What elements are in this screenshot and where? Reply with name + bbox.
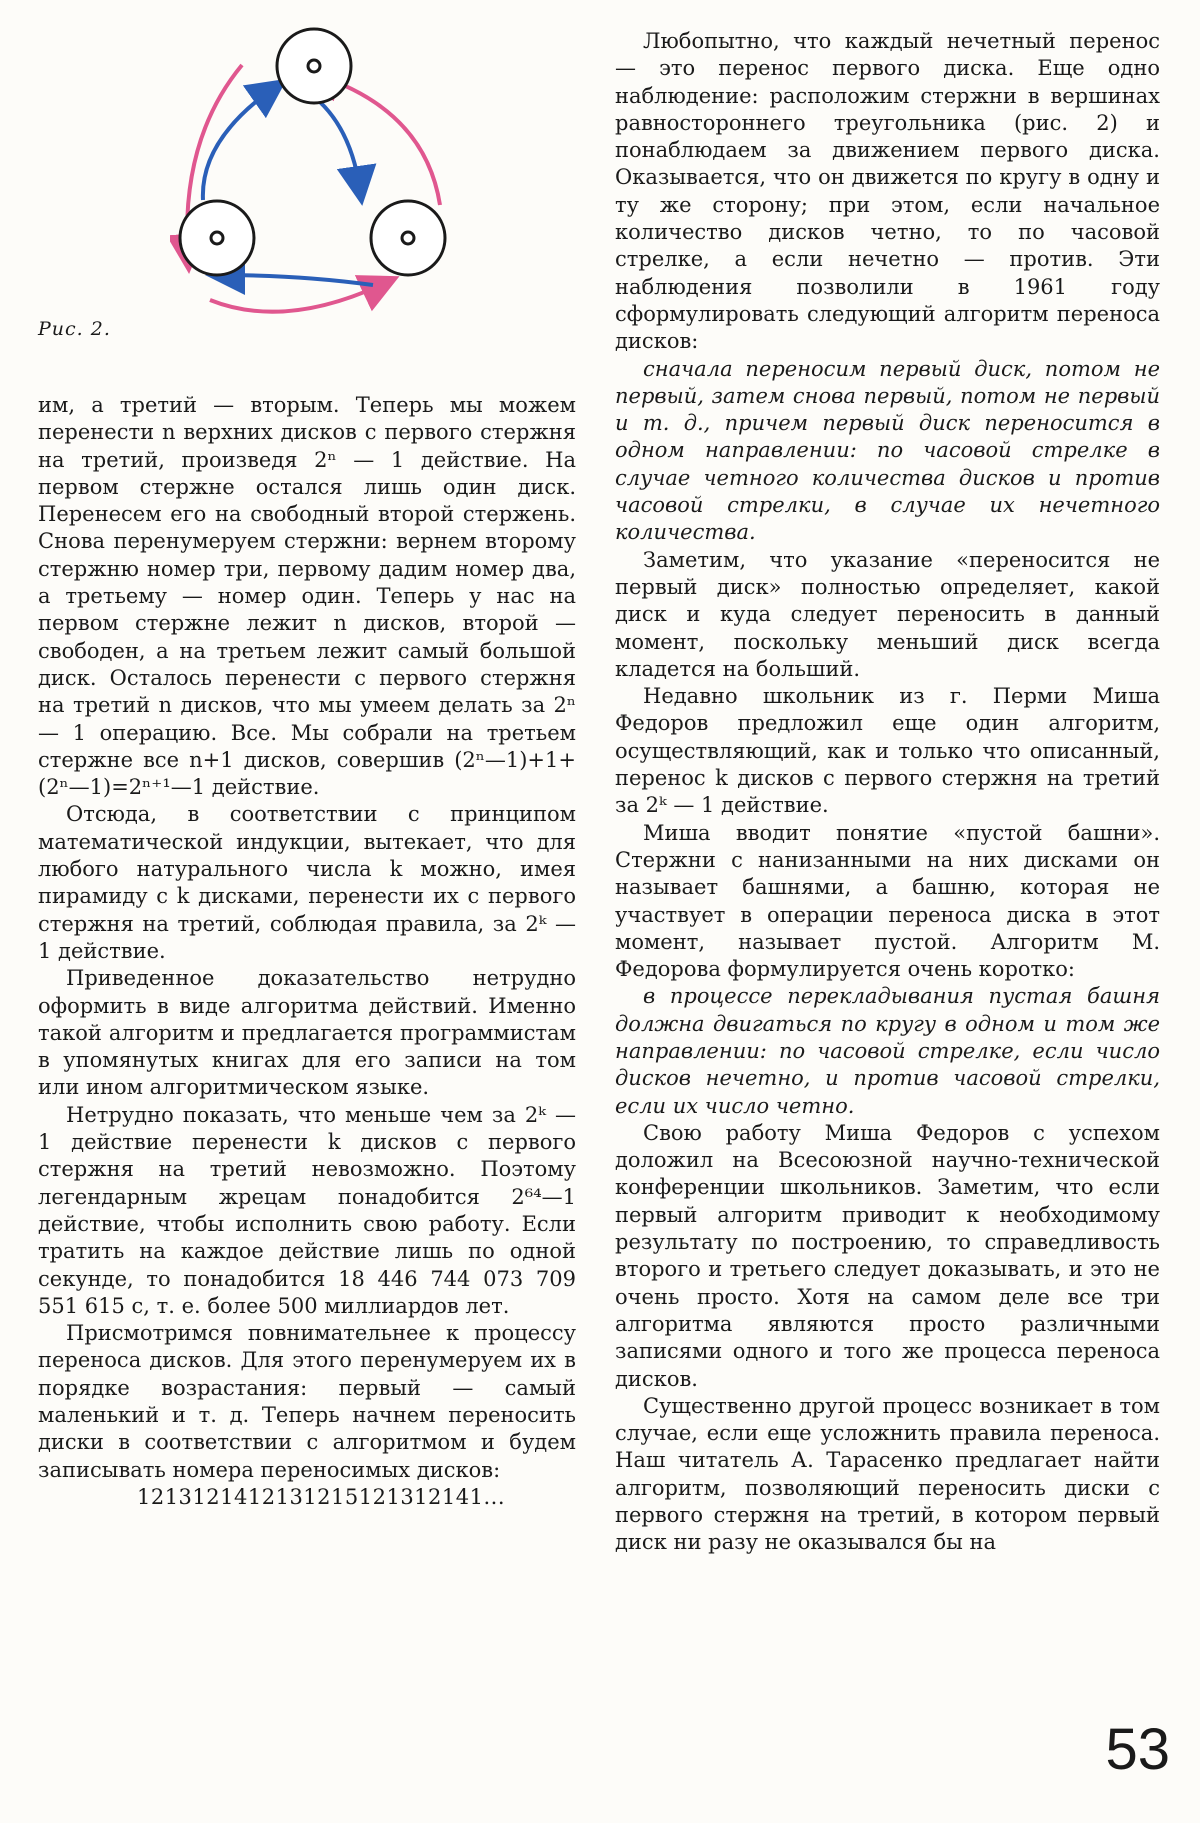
figure-rods-triangle [170, 20, 460, 320]
paragraph: Отсюда, в соответствии с принципом математической индукции, вытекает, что для любого натурального числа k можно, имея пирамиду с k дисками, перенести их с первого стержня на третий, соблюдая правила, за 2ᵏ — 1 действие. [38, 802, 576, 963]
paragraph: Любопытно, что каждый нечетный перенос — это перенос первого диска. Еще одно наблюдение: расположим стержни в вершинах равностороннего треугольника (рис. 2) и понаблюдаем за движением первого диска. Оказывается, что он движется по кругу в одну и ту же сторону; при этом, если начальное количество дисков четно, то по часовой стрелке, а если нечетно — против. Эти наблюдения позволили в 1961 году сформулировать следующий алгоритм переноса дисков: [615, 29, 1160, 354]
algorithm-statement: в процессе перекладывания пустая башня должна двигаться по кругу в одном и том же направлении: по часовой стрелке, если число дисков нечетно, и против часовой стрелки, если их число четно. [615, 984, 1160, 1118]
algorithm-statement: сначала переносим первый диск, потом не первый, затем снова первый, потом не первый и т. д., причем первый диск переносится в одном направлении: по часовой стрелке в случае четного количества дисков и против часовой стрелки, в случае их нечетного количества. [615, 356, 1160, 545]
disc-bottom-right [371, 201, 445, 275]
paragraph: Нетрудно показать, что меньше чем за 2ᵏ — 1 действие перенести k дисков с первого стержня на третий невозможно. Поэтому легендарным жрецам понадобится 2⁶⁴—1 действие, чтобы исполнить свою работу. Если тратить на каждое действие лишь по одной секунде, то понадобится 18 446 744 073 709 551 615 с, т. е. более 500 миллиардов лет. [38, 1102, 576, 1318]
disc-bottom-left [180, 201, 254, 275]
paragraph: Недавно школьник из г. Перми Миша Федоров предложил еще один алгоритм, осуществляющий, как и только что описанный, перенос k дисков с первого стержня на третий за 2ᵏ — 1 действие. [615, 684, 1160, 818]
paragraph: Присмотримся повнимательнее к процессу переноса дисков. Для этого перенумеруем их в порядке возрастания: первый — самый маленький и т. д. Теперь начнем переносить диски в соответствии с алгоритмом и будем записывать номера переносимых дисков: [38, 1321, 576, 1482]
right-column [615, 28, 1160, 1557]
paragraph: Свою работу Миша Федоров с успехом доложил на Всесоюзной научно-технической конференции школьников. Заметим, что если первый алгоритм приводит к необходимому результату по построению, то справедливость второго и третьего следует доказывать, и это не очень просто. Хотя на самом деле все три алгоритма являются просто различными записями одного и того же процесса переноса дисков. [615, 1120, 1160, 1391]
paragraph: им, а третий — вторым. Теперь мы можем перенести n верхних дисков с первого стержня на третий, произведя 2ⁿ — 1 действие. На первом стержне остался лишь один диск. Перенесем его на свободный второй стержень. Снова перенумеруем стержни: вернем второму стержню номер три, первому дадим номер два, а третьему — номер один. Теперь у нас на первом стержне лежит n дисков, второй — свободен, а на третьем лежит самый большой диск. Осталось перенести с первого стержня на третий n дисков, что мы умеем делать за 2ⁿ — 1 операцию. Все. Мы собрали на третьем стержне все n+1 дисков, совершив (2ⁿ—1)+1+(2ⁿ—1)=2ⁿ⁺¹—1 действие. [38, 393, 576, 800]
inner-arrow-bottom [221, 275, 373, 285]
left-column [38, 392, 576, 1511]
paragraph: Заметим, что указание «переносится не первый диск» полностью определяет, какой диск и куда следует переносить в данный момент, поскольку меньший диск всегда кладется на больший. [615, 547, 1160, 681]
disc-sequence: 1213121412131215121312141... [136, 1484, 506, 1509]
paragraph: Существенно другой процесс возникает в том случае, если еще усложнить правила переноса. Наш читатель А. Тарасенко предлагает найти алгоритм, позволяющий переносить диски с первого стержня на третий, в котором первый диск ни разу не оказывался бы на [615, 1393, 1160, 1555]
paragraph: Миша вводит понятие «пустой башни». Стержни с нанизанными на них дисками он называет башнями, а башню, которая не участвует в операции переноса диска в этот момент, называет пустой. Алгоритм М. Федорова формулируется очень коротко: [615, 820, 1160, 982]
page-number: 53 [1105, 1717, 1170, 1782]
inner-arrow-right [305, 90, 360, 190]
figure-caption: Рис. 2. [38, 318, 111, 340]
outer-arrow-bottom [210, 283, 385, 312]
paragraph: Приведенное доказательство нетрудно оформить в виде алгоритма действий. Именно такой алгоритм и предлагается программистам в упомянутых книгах для его записи на том или ином алгоритмическом языке. [38, 966, 576, 1100]
disc-top [277, 29, 351, 103]
